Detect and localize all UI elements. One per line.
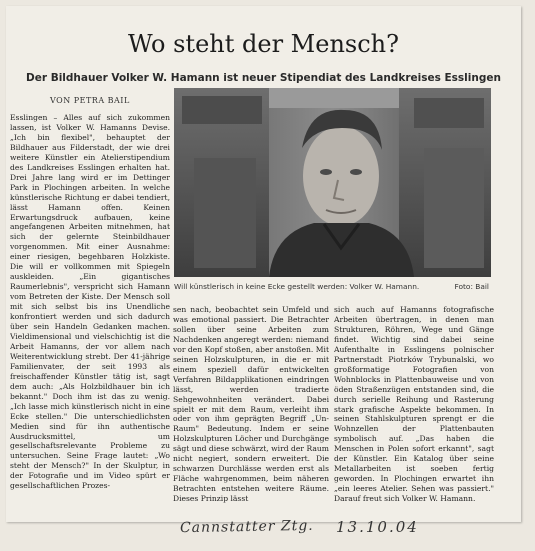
newspaper-clipping xyxy=(6,6,521,522)
handwritten-source-note: Cannstatter Ztg. xyxy=(179,517,314,537)
article-column-3: sich auch auf Hamanns fotografische Arbeiten übertragen, in denen man Strukturen, Röhren, Wege und Gänge findet. Wichtig sind dabei seine Aufenthalte in Esslingens polnischer Partnerstadt Piotrków Trybunalski, wo großformatige Fotografien von Wohnblocks in Plattenbauweise und von öden Straßenzügen entstanden sind, die durch serielle Reihung und Rasterung stark grafische Aspekte bekommen. In seinen Stahlskulpturen sprengt er die Wohnzellen der Plattenbauten symbolisch auf. „Das haben die Menschen in Polen sofort erkannt", sagt der Künstler. Ein Katalog über seine Metallarbeiten ist soeben fertig geworden. In Plochingen erwartet ihn „ein leeres Atelier. Sehen was passiert." Darauf freut sich Volker W. Hamann. xyxy=(334,305,494,504)
photo-caption-text: Will künstlerisch in keine Ecke gestellt werden: Volker W. Hamann. xyxy=(174,282,420,291)
photo-caption xyxy=(174,282,491,291)
photo-credit: Foto: Bail xyxy=(454,282,489,291)
handwritten-date: 13.10.04 xyxy=(336,518,419,536)
article-column-2: sen nach, beobachtet sein Umfeld und was emotional passiert. Die Betrachter sollen über seine Arbeiten zum Nachdenken angeregt werden: niemand vor den Kopf stoßen, aber anstoßen. Mit seinen Holzskulpturen, in die er mit einem speziell dafür entwickelten Verfahren Bildapplikationen eindringen lässt, werden tradierte Sehgewohnheiten verändert. Dabei spielt er mit dem Raum, verleiht ihm oder von ihm geprägten Begriff „Un-Raum" Bedeutung. Indem er seine Holzskulpturen Löcher und Durchgänge sägt und diese schwärzt, wird der Raum nicht negiert, sondern erweitert. Die schwarzen Durchlässe werden erst als Fläche wahrgenommen, beim näheren Betrachten entstehen weitere Räume. Dieses Prinzip lässt xyxy=(173,305,329,504)
article-subheadline: Der Bildhauer Volker W. Hamann ist neuer Stipendiat des Landkreises Esslingen xyxy=(26,72,501,84)
article-photo xyxy=(174,88,491,277)
article-column-1: Esslingen – Alles auf sich zukommen lassen, ist Volker W. Hamanns Devise. „Ich bin flexibel", behauptet der Bildhauer aus Filderstadt, der wie drei weitere Künstler ein Atelierstipendium des Landkreises Esslingen erhalten hat. Drei Jahre lang wird er im Dettinger Park in Plochingen arbeiten. In welche künstlerische Richtung er dabei tendiert, lässt Hamann offen. Keinen Erwartungsdruck aufbauen, keine angefangenen Arbeiten mitnehmen, hat sich der gelernte Steinbildhauer vorgenommen. Mit einer Ausnahme: einer riesigen, begehbaren Holzkiste. Die will er vollkommen mit Spiegeln auskleiden. „Ein gigantisches Raumerlebnis", verspricht sich Hamann vom Betreten der Kiste. Der Mensch soll mit sich selbst bis ins Unendliche konfrontiert werden und sich dadurch über sein Handeln Gedanken machen. Vieldimensional und vielschichtig ist die Arbeit Hamanns, der vor allem nach Weiterentwicklung strebt. Der 41-jährige Familienvater, der seit 1993 als freischaffender Künstler tätig ist, sagt dem auch: „Als Holzbildhauer bin ich bekannt." Doch ihm ist das zu wenig. „Ich lasse mich künstlerisch nicht in eine Ecke stellen." Die unterschiedlichsten Medien sind für ihn authentische Ausdrucksmittel, um gesellschaftsrelevante Probleme zu untersuchen. Seine Frage lautet: „Wo steht der Mensch?" In der Skulptur, in der Fotografie und im Video spürt er gesellschaftlichen Prozes- xyxy=(10,113,170,491)
article-byline: VON PETRA BAIL xyxy=(50,96,130,105)
portrait-image xyxy=(174,88,491,277)
article-headline: Wo steht der Mensch? xyxy=(128,30,399,58)
